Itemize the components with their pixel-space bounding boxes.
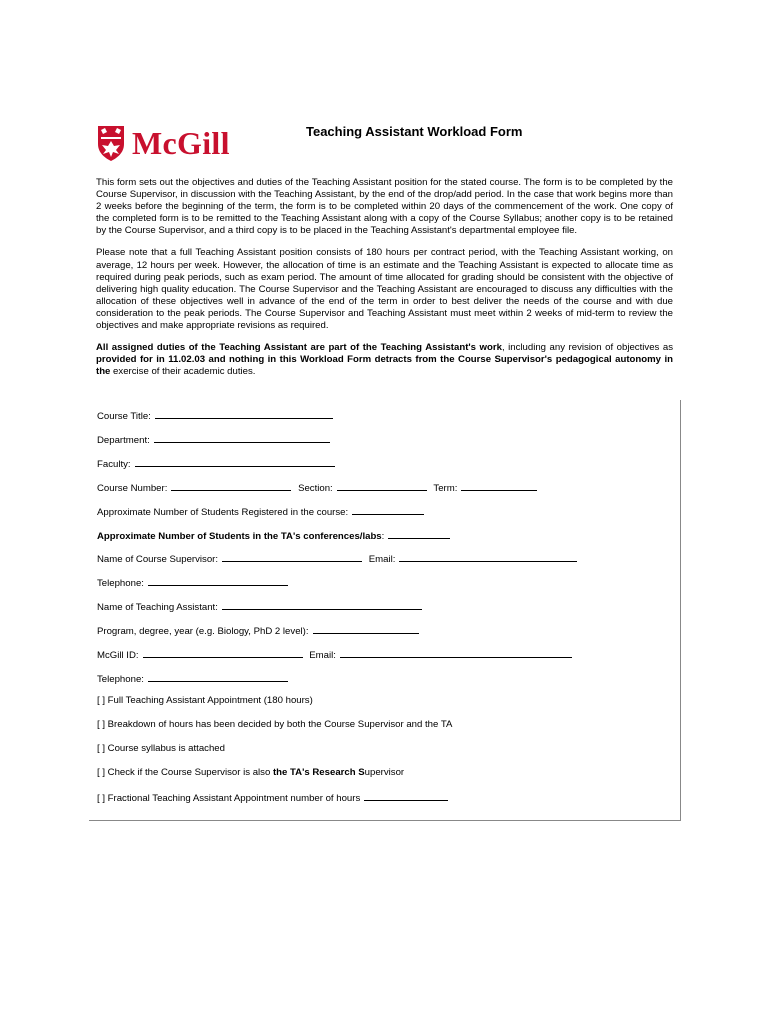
ta-telephone-label: Telephone: [97,674,144,685]
program-row [97,624,419,637]
form-title: Teaching Assistant Workload Form [306,124,523,139]
check-breakdown-hours[interactable]: [ ] Breakdown of hours has been decided by both the Course Supervisor and the TA [97,719,453,730]
supervisor-telephone-label: Telephone: [97,578,144,589]
check-syllabus-attached[interactable]: [ ] Course syllabus is attached [97,743,225,754]
faculty-row [97,457,335,470]
course-title-row [97,409,333,422]
mcgill-id-row [97,648,572,661]
course-number-row [97,481,537,494]
ta-email-field[interactable] [340,648,572,658]
department-label: Department: [97,435,150,446]
ta-telephone-field[interactable] [148,672,288,682]
check-fractional-row[interactable] [97,791,448,804]
course-number-field[interactable] [171,481,291,491]
mcgill-crest-icon [96,124,126,162]
check-research-post: upervisor [364,767,405,778]
check-full-row[interactable] [97,695,313,706]
students-registered-field[interactable] [352,505,424,515]
students-conferences-row [97,529,450,542]
course-title-label: Course Title: [97,411,151,422]
ta-name-field[interactable] [222,600,422,610]
section-field[interactable] [337,481,427,491]
ta-name-row [97,600,422,613]
supervisor-email-label: Email: [368,554,396,565]
intro-paragraph-2: Please note that a full Teaching Assistant position consists of 180 hours per contract period, with the Teaching Assistant working, on average, 12 hours per week. However, the allocation of time is an estimate and the Teaching Assistant is expected to allocate time as required during peak periods, such as exam period. The amount of time allocated for grading should be consistent with the objective of delivering high quality education. The Course Supervisor and the Teaching Assistant are encouraged to discuss any difficulties with the allocation of these objectives well in advance of the end of the term in order to best deliver the needs of the course and with due consideration to the peak periods. The Course Supervisor and Teaching Assistant must meet within 2 weeks of mid-term to review the objectives and make appropriate revisions as required. [96,247,673,332]
program-label: Program, degree, year (e.g. Biology, PhD 2 level): [97,626,309,637]
check-research-pre[interactable]: [ ] Check if the Course Supervisor is also [97,767,273,778]
notice-bold-2: provided for in 11.02.03 and nothing in this Workload Form detracts from the Course Supervisor's pedagogical autonomy in the [96,354,673,378]
check-syllabus-row[interactable] [97,743,225,754]
students-registered-row [97,505,424,518]
intro-paragraph-3 [96,342,673,378]
check-research-row[interactable] [97,767,404,778]
faculty-field[interactable] [135,457,335,467]
department-field[interactable] [154,433,330,443]
mcgill-id-label: McGill ID: [97,650,139,661]
supervisor-email-field[interactable] [399,552,577,562]
notice-normal-2: exercise of their academic duties. [110,366,256,378]
mcgill-wordmark: McGill [132,125,230,161]
ta-telephone-row [97,672,288,685]
course-title-field[interactable] [155,409,333,419]
ta-name-label: Name of Teaching Assistant: [97,602,218,613]
notice-bold-1: All assigned duties of the Teaching Assistant are part of the Teaching Assistant's work [96,342,502,354]
students-registered-label: Approximate Number of Students Registered in the course: [97,507,349,518]
mcgill-logo [96,124,230,162]
supervisor-telephone-row [97,576,288,589]
supervisor-row [97,552,577,565]
mcgill-id-field[interactable] [143,648,303,658]
intro-text [96,177,673,388]
students-conferences-colon: : [381,531,385,542]
faculty-label: Faculty: [97,459,131,470]
students-conferences-label: Approximate Number of Students in the TA's conferences/labs [97,531,382,542]
check-fractional-appointment[interactable]: [ ] Fractional Teaching Assistant Appointment number of hours [97,793,361,804]
program-field[interactable] [313,624,419,634]
check-breakdown-row[interactable] [97,719,452,730]
supervisor-telephone-field[interactable] [148,576,288,586]
supervisor-name-field[interactable] [222,552,362,562]
fractional-hours-field[interactable] [364,791,448,801]
notice-normal-1: , including any revision of objectives as [501,342,673,354]
students-conferences-field[interactable] [388,529,450,539]
department-row [97,433,330,446]
term-field[interactable] [461,481,537,491]
check-research-bold: the TA's Research S [272,767,365,778]
intro-paragraph-1: This form sets out the objectives and duties of the Teaching Assistant position for the stated course. The form is to be completed by the Course Supervisor, in discussion with the Teaching Assistant, by the end of the drop/add period. In the case that work begins more than 2 weeks before the beginning of the term, the form is to be completed within 20 days of the commencement of the work. One copy of the completed form is to be remitted to the Teaching Assistant along with a copy of the Course Syllabus; another copy is to be retained by the Course Supervisor, and a third copy is to be placed in the Teaching Assistant's departmental employee file. [96,177,673,237]
supervisor-name-label: Name of Course Supervisor: [97,554,219,565]
section-label: Section: [298,483,333,494]
term-label: Term: [433,483,458,494]
check-full-appointment[interactable]: [ ] Full Teaching Assistant Appointment (180 hours) [97,695,313,706]
course-number-label: Course Number: [97,483,168,494]
ta-email-label: Email: [309,650,336,661]
